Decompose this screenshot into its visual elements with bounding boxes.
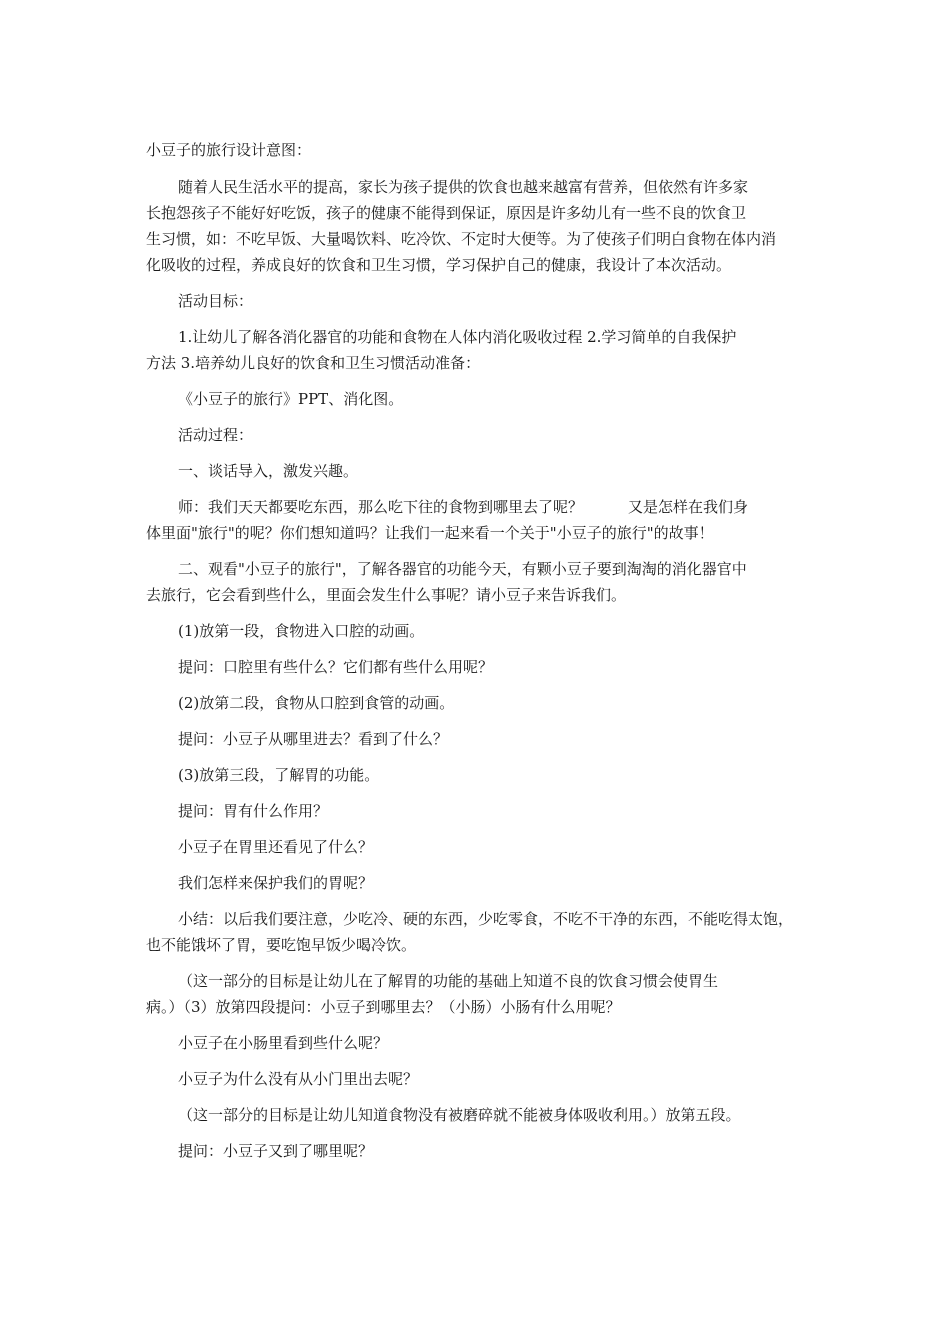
paragraph-line: 小豆子为什么没有从小门里出去呢？ (178, 1070, 419, 1088)
paragraph-line: (2)放第二段，食物从口腔到食管的动画。 (178, 694, 455, 712)
paragraph-line: (1)放第一段，食物进入口腔的动画。 (178, 622, 425, 640)
paragraph-line: 1.让幼儿了解各消化器官的功能和食物在人体内消化吸收过程 2.学习简单的自我保护 (178, 328, 737, 346)
paragraph-line: 《小豆子的旅行》PPT、消化图。 (178, 390, 404, 408)
design-intent-heading: 小豆子的旅行设计意图： (146, 141, 312, 159)
paragraph-line: 二、观看"小豆子的旅行"，了解各器官的功能今天，有颗小豆子要到淘淘的消化器官中 (178, 560, 747, 578)
process-heading: 活动过程： (178, 426, 254, 444)
paragraph-line: 小豆子在胃里还看见了什么？ (178, 838, 374, 856)
paragraph-line: 小结：以后我们要注意，少吃冷、硬的东西，少吃零食，不吃不干净的东西，不能吃得太饱， (178, 910, 794, 928)
paragraph-line: 化吸收的过程，养成良好的饮食和卫生习惯，学习保护自己的健康，我设计了本次活动。 (146, 256, 732, 274)
paragraph-line: 也不能饿坏了胃，要吃饱早饭少喝冷饮。 (146, 936, 417, 954)
paragraph-line: 病。）（3）放第四段提问：小豆子到哪里去？（小肠）小肠有什么用呢？ (146, 998, 621, 1016)
paragraph-line: 提问：胃有什么作用？ (178, 802, 329, 820)
paragraph-line: 随着人民生活水平的提高，家长为孩子提供的饮食也越来越富有营养，但依然有许多家 (178, 178, 749, 196)
paragraph-line: 我们怎样来保护我们的胃呢？ (178, 874, 374, 892)
paragraph-line: 小豆子在小肠里看到些什么呢？ (178, 1034, 389, 1052)
paragraph-line: 长抱怨孩子不能好好吃饭，孩子的健康不能得到保证，原因是许多幼儿有一些不良的饮食卫 (146, 204, 747, 222)
section-heading: 一、谈话导入，激发兴趣。 (178, 462, 359, 480)
paragraph-line: 提问：小豆子从哪里进去？看到了什么？ (178, 730, 449, 748)
paragraph-line: 方法 3.培养幼儿良好的饮食和卫生习惯活动准备： (146, 354, 481, 372)
paragraph-line: (3)放第三段，了解胃的功能。 (178, 766, 380, 784)
paragraph-line: 提问：口腔里有些什么？它们都有些什么用呢？ (178, 658, 494, 676)
paragraph-line: （这一部分的目标是让幼儿知道食物没有被磨碎就不能被身体吸收利用。）放第五段。 (178, 1106, 741, 1124)
paragraph-line: 体里面"旅行"的呢？你们想知道吗？让我们一起来看一个关于"小豆子的旅行"的故事！ (146, 524, 714, 542)
paragraph-line: 生习惯，如：不吃早饭、大量喝饮料、吃冷饮、不定时大便等。为了使孩子们明白食物在体内消 (146, 230, 777, 248)
paragraph-line: 师：我们天天都要吃东西，那么吃下往的食物到哪里去了呢？ 又是怎样在我们身 (178, 498, 749, 516)
paragraph-line: （这一部分的目标是让幼儿在了解胃的功能的基础上知道不良的饮食习惯会使胃生 (178, 972, 719, 990)
goals-heading: 活动目标： (178, 292, 254, 310)
paragraph-line: 去旅行，它会看到些什么，里面会发生什么事呢？请小豆子来告诉我们。 (146, 586, 627, 604)
paragraph-line: 提问：小豆子又到了哪里呢？ (178, 1142, 374, 1160)
